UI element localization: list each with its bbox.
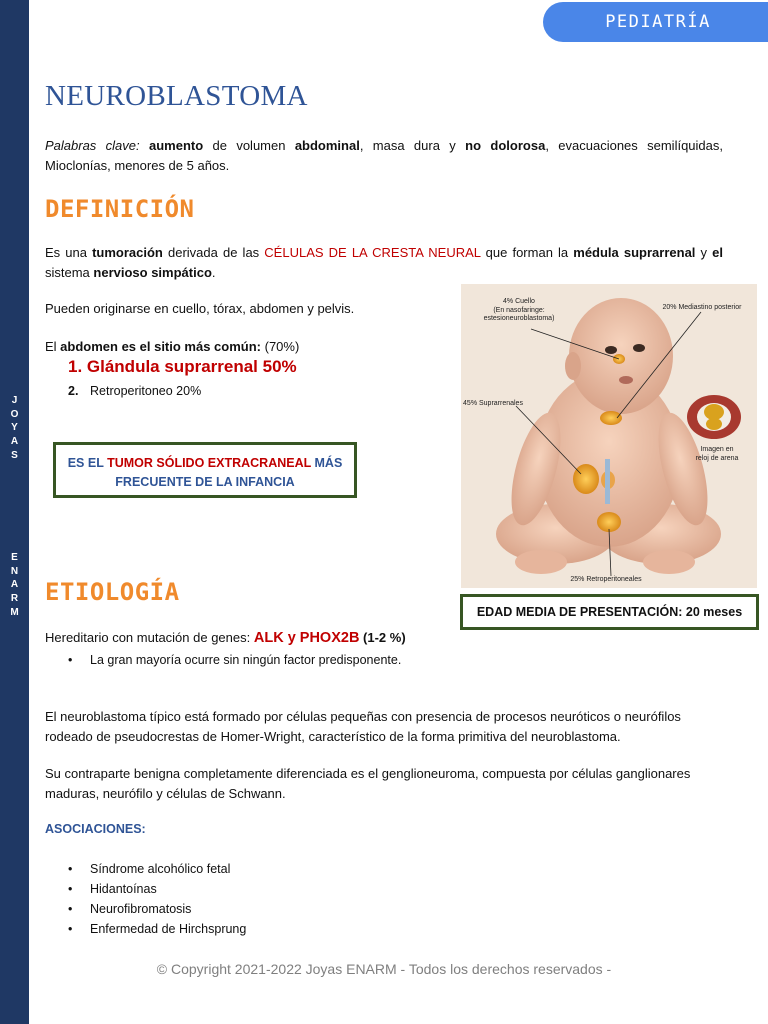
list-item: • Enfermedad de Hirchsprung: [68, 919, 246, 939]
figure-label-mediastinum: 20% Mediastino posterior: [662, 304, 742, 311]
sidebar-letter: A: [10, 579, 19, 591]
site-paragraph: [45, 337, 445, 357]
infant-illustration: [461, 284, 757, 588]
text-run: , evacuaciones semilíquidas, Mioclonías, menores de 5 años.: [45, 138, 723, 173]
box-line-2: FRECUENTE DE LA INFANCIA: [115, 475, 295, 489]
list-number: 2.: [68, 384, 79, 398]
text-run: de volumen: [203, 138, 295, 153]
list-item: • La gran mayoría ocurre sin ningún factor predisponente.: [68, 650, 401, 670]
section-tab: PEDIATRÍA: [543, 2, 768, 42]
text-run: que forman la: [480, 245, 574, 260]
neuroblastoma-locations-figure: [461, 284, 757, 588]
sidebar-letter: R: [10, 593, 19, 605]
benign-counterpart-paragraph: Su contraparte benigna completamente diferenciada es el genglioneuroma, compuesta por células ganglionares maduras, neurófilo y células de Schwann.: [45, 766, 691, 801]
highlight-text: TUMOR SÓLIDO EXTRACRANEAL: [107, 456, 312, 470]
sidebar-brand-bottom: [0, 551, 29, 620]
text-run: Es una: [45, 245, 93, 260]
text-run: El: [45, 339, 61, 354]
sidebar-letter: S: [11, 449, 18, 461]
list-item-1: 1. Glándula suprarrenal 50%: [68, 357, 297, 376]
text-run: ES EL: [67, 456, 108, 470]
age-box: EDAD MEDIA DE PRESENTACIÓN: 20 meses: [460, 594, 759, 630]
gene-names: ALK y PHOX2B: [253, 630, 360, 646]
text-run: tumoración: [92, 245, 163, 260]
heredity-line: [45, 628, 465, 649]
sidebar-letter: E: [11, 552, 18, 563]
copyright-footer: © Copyright 2021-2022 Joyas ENARM - Todos los derechos reservados -: [156, 961, 612, 977]
figure-label-neck: 4% Cuello (En nasofaringe: estesioneuroblastoma): [483, 298, 555, 322]
keyword: aumento: [148, 138, 204, 153]
origin-paragraph: Pueden originarse en cuello, tórax, abdomen y pelvis.: [45, 301, 355, 316]
text-run: nervioso simpático: [93, 264, 212, 280]
figure-label-adrenal: 45% Suprarrenales: [463, 400, 523, 407]
sidebar-letter: N: [10, 565, 19, 577]
text-run: .: [211, 264, 216, 280]
text-run: sistema: [45, 264, 94, 280]
figure-label-hourglass: Imagen en reloj de arena: [695, 446, 739, 462]
keywords-lead: Palabras clave:: [45, 138, 140, 153]
sidebar-letter: Y: [11, 422, 18, 434]
list-item-2: [68, 384, 201, 398]
text-run: Hereditario con mutación de genes:: [45, 630, 254, 645]
text-run: y: [695, 245, 713, 260]
figure-label-retroperitoneal: 25% Retroperitoneales: [570, 576, 642, 583]
sidebar-letter: A: [10, 436, 19, 448]
sidebar-letter: J: [11, 395, 18, 406]
text-run: el: [712, 245, 723, 260]
highlight-text: CÉLULAS DE LA CRESTA NEURAL: [264, 245, 481, 260]
section-heading-etiologia: ETIOLOGÍA: [45, 578, 180, 606]
associations-list: [68, 859, 246, 939]
text-run: médula suprarrenal: [573, 245, 696, 260]
list-item: • Síndrome alcohólico fetal: [68, 859, 246, 879]
list-text: Retroperitoneo 20%: [90, 384, 202, 398]
sidebar: [0, 0, 29, 1024]
histology-paragraph: El neuroblastoma típico está formado por células pequeñas con presencia de procesos neuróticos o neurófilos rodeado de pseudocrestas de Homer-Wright, característico de la forma primitiva del neuroblastoma.: [45, 709, 681, 744]
associations-heading: ASOCIACIONES:: [45, 822, 146, 836]
sidebar-letter: M: [10, 606, 19, 618]
keywords-paragraph: [45, 136, 723, 175]
list-item: • Neurofibromatosis: [68, 899, 246, 919]
keyword: no dolorosa: [465, 138, 546, 153]
box-line-1: [56, 454, 354, 473]
sidebar-brand-top: [0, 394, 29, 463]
section-heading-definicion: DEFINICIÓN: [45, 195, 195, 223]
highlight-box-tumor: [53, 442, 357, 498]
definicion-paragraph: [45, 243, 723, 282]
keyword: abdominal: [294, 138, 360, 153]
text-run: (70%): [261, 339, 300, 354]
text-run: , masa dura y: [359, 138, 466, 153]
text-run: derivada de las: [162, 245, 265, 260]
page-title: NEUROBLASTOMA: [45, 80, 308, 112]
text-run: (1-2 %): [359, 630, 406, 645]
text-run: abdomen es el sitio más común:: [60, 339, 261, 354]
sidebar-letter: O: [10, 408, 19, 420]
etiologia-bullets: [68, 650, 401, 670]
list-item: • Hidantoínas: [68, 879, 246, 899]
text-run: MÁS: [311, 456, 343, 470]
